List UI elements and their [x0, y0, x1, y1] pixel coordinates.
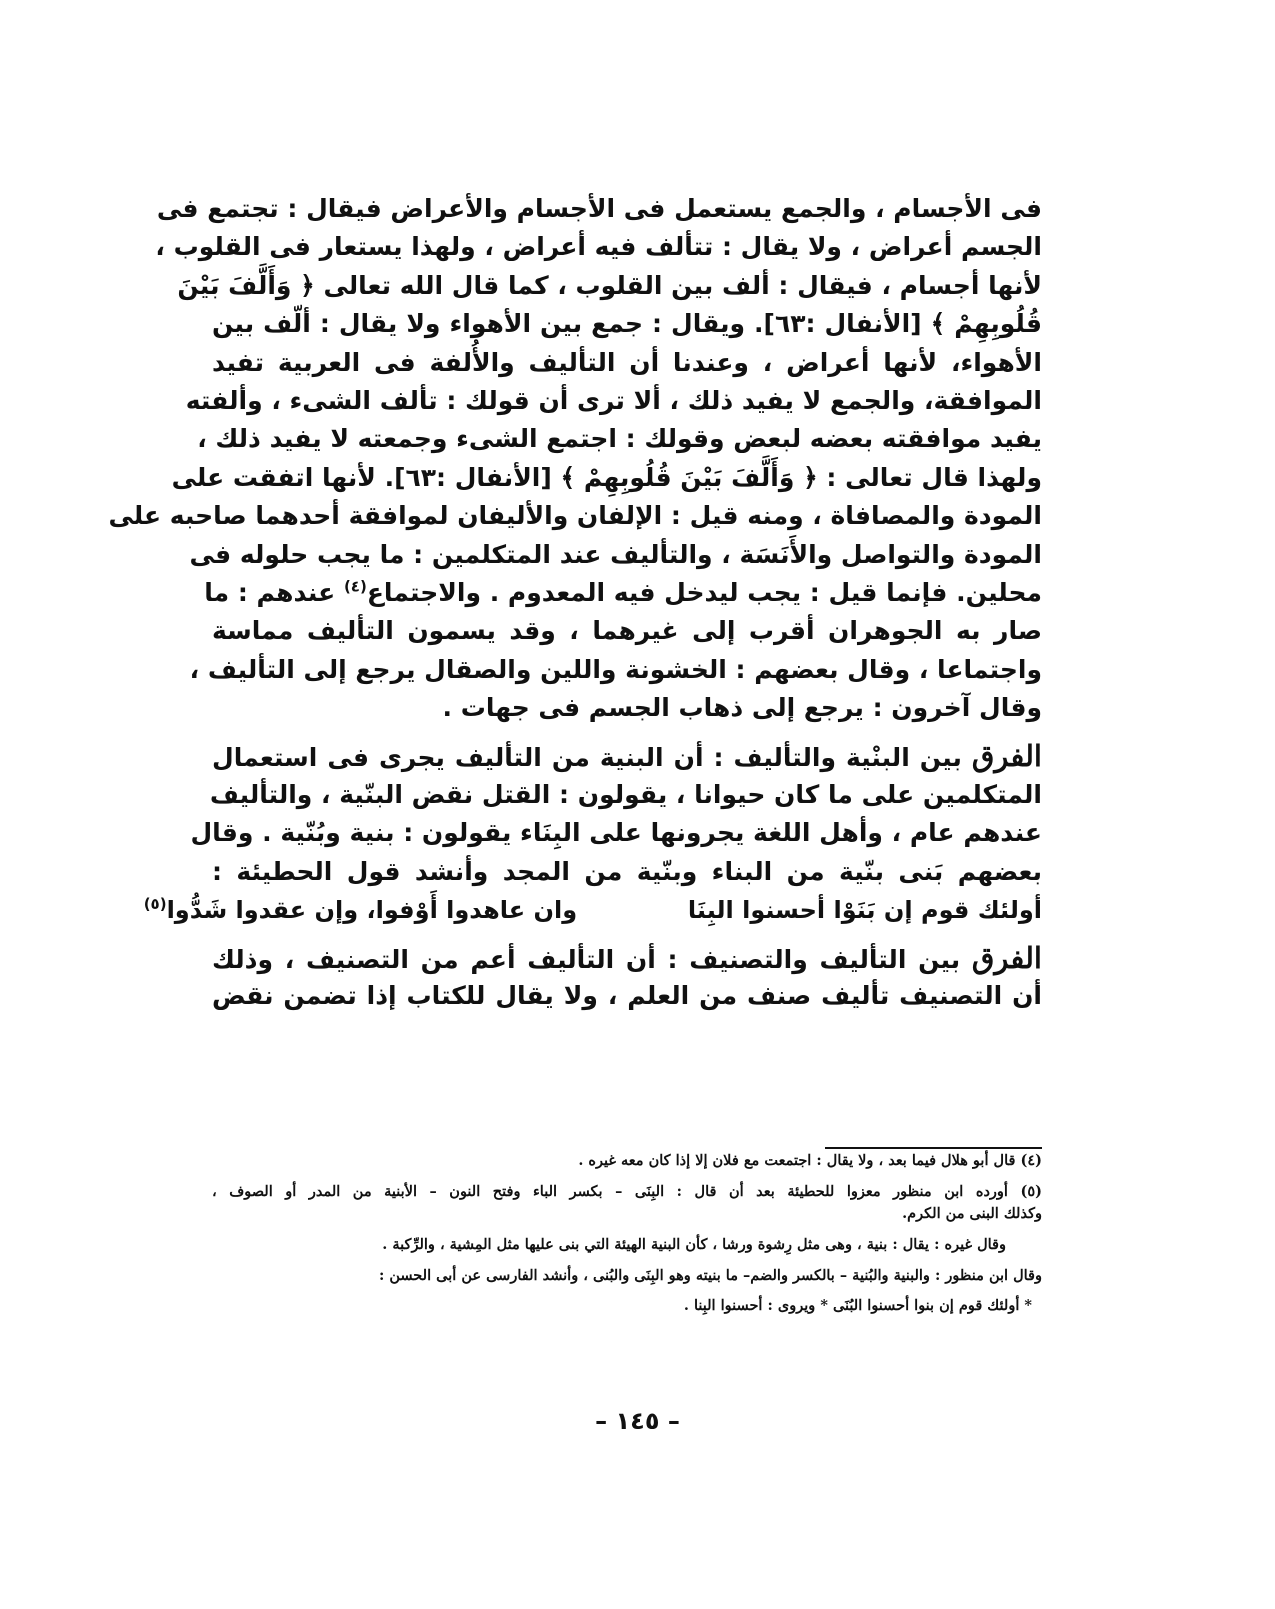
body-line-text: محلين. فإنما قيل : يجب ليدخل فيه المعدوم . والاجتماع — [366, 577, 1042, 607]
verse-first-hemistich: أولئك قوم إن بَنَوْا أحسنوا البِنَا — [687, 896, 1042, 925]
body-line: الأهواء، لأنها أعراض ، وعندنا أن التأليف والأُلفة فى العربية تفيد — [212, 347, 1042, 377]
body-line: وقال آخرون : يرجع إلى ذهاب الجسم فى جهات . — [442, 693, 1042, 723]
body-line: قُلُوبِهِمْ ﴾ [الأنفال :٦٣]. ويقال : جمع بين الأهواء ولا يقال : ألّف بين — [212, 309, 1042, 339]
footnote-5-verse: * أولئك قوم إن بنوا أحسنوا البُنَى * ويروى : أحسنوا البِنا . — [683, 1297, 1032, 1314]
body-line: بعضهم بَنى بنّية من البناء وبنّية من المجد وأنشد قول الحطيئة : — [212, 856, 1042, 886]
footnote-4: (٤) قال أبو هلال فيما بعد ، ولا يقال : اجتمعت مع فلان إلا إذا كان معه غيره . — [578, 1152, 1042, 1169]
main-text — [108, 190, 1042, 1016]
body-line: عندهم عام ، وأهل اللغة يجرونها على البِنَاء يقولون : بنية وبُنّية . وقال — [190, 818, 1042, 848]
verse-second-text: وان عاهدوا أَوْفوا، وإن عقدوا شَدُّوا — [166, 896, 578, 925]
section-first-line — [212, 737, 1042, 775]
body-line: واجتماعا ، وقال بعضهم : الخشونة واللين والصقال يرجع إلى التأليف ، — [189, 654, 1042, 684]
body-line-tail: عندهم : ما — [204, 577, 336, 607]
section-heading-farq: الفرق — [971, 941, 1042, 976]
body-line: أن التصنيف تأليف صنف من العلم ، ولا يقال للكتاب إذا تضمن نقض — [212, 981, 1042, 1011]
body-line: يفيد موافقته بعضه لبعض وقولك : اجتمع الشىء وجمعته لا يفيد ذلك ، — [197, 424, 1042, 454]
body-line: الجسم أعراض ، ولا يقال : تتألف فيه أعراض ، ولهذا يستعار فى القلوب ، — [155, 232, 1042, 262]
section-first-line — [212, 939, 1042, 977]
body-line: الموافقة، والجمع لا يفيد ذلك ، ألا ترى أن قولك : تألف الشىء ، وألفته — [185, 385, 1042, 415]
section-heading-rest: بين التأليف والتصنيف : أن التأليف أعم من التصنيف ، وذلك — [212, 945, 961, 975]
footnote-5-paragraph: وقال ابن منظور : والبنية والبُنية – بالكسر والضم– ما بنيته وهو البِنَى والبُنى ، وأنشد الفارسى عن أبى الحسن : — [378, 1267, 1042, 1284]
body-line: المودة والمصافاة ، ومنه قيل : الإلفان والأليفان لموافقة أحدهما صاحبه على — [108, 501, 1042, 531]
body-line: فى الأجسام ، والجمع يستعمل فى الأجسام والأعراض فيقال : تجتمع فى — [156, 194, 1042, 223]
footnote-ref-4: (٤) — [343, 577, 367, 596]
body-line: المودة والتواصل والأَنَسَة ، والتأليف عند المتكلمين : ما يجب حلوله فى — [189, 539, 1042, 569]
verse-second-hemistich — [143, 891, 578, 929]
page-number: – ١٤٥ – — [595, 1407, 680, 1435]
footnotes — [212, 1150, 1042, 1317]
footnote-5: (٥) أورده ابن منظور معزوا للحطيئة بعد أن قال : البِنَى – بكسر الباء وفتح النون – الأبنية من المدر أو الصوف ، — [212, 1183, 1042, 1200]
body-line: صار به الجوهران أقرب إلى غيرهما ، وقد يسمون التأليف مماسة — [212, 616, 1042, 646]
footnote-5-paragraph: وقال غيره : يقال : بنية ، وهى مثل رِشوة ورشا ، كأن البنية الهيئة التي بنى عليها مثل المِشية ، والرِّكبة . — [382, 1236, 1006, 1253]
body-line: ولهذا قال تعالى : ﴿ وَأَلَّفَ بَيْنَ قُلُوبِهِمْ ﴾ [الأنفال :٦٣]. لأنها اتفقت على — [171, 462, 1042, 492]
body-line: المتكلمين على ما كان حيوانا ، يقولون : القتل نقض البنّية ، والتأليف — [209, 779, 1042, 809]
section-heading-rest: بين البنْية والتأليف : أن البنية من التأليف يجرى فى استعمال — [212, 743, 962, 773]
poetry-verse — [143, 891, 1042, 929]
footnote-ref-5: (٥) — [143, 895, 167, 914]
body-line-with-footnote-ref — [204, 574, 1042, 612]
footnote-5-continuation: وكذلك البنى من الكرم. — [902, 1205, 1042, 1222]
footnote-separator — [825, 1147, 1042, 1149]
section-heading-farq: الفرق — [971, 739, 1042, 774]
body-line: لأنها أجسام ، فيقال : ألف بين القلوب ، كما قال الله تعالى ﴿ وَأَلَّفَ بَيْنَ — [177, 270, 1042, 300]
